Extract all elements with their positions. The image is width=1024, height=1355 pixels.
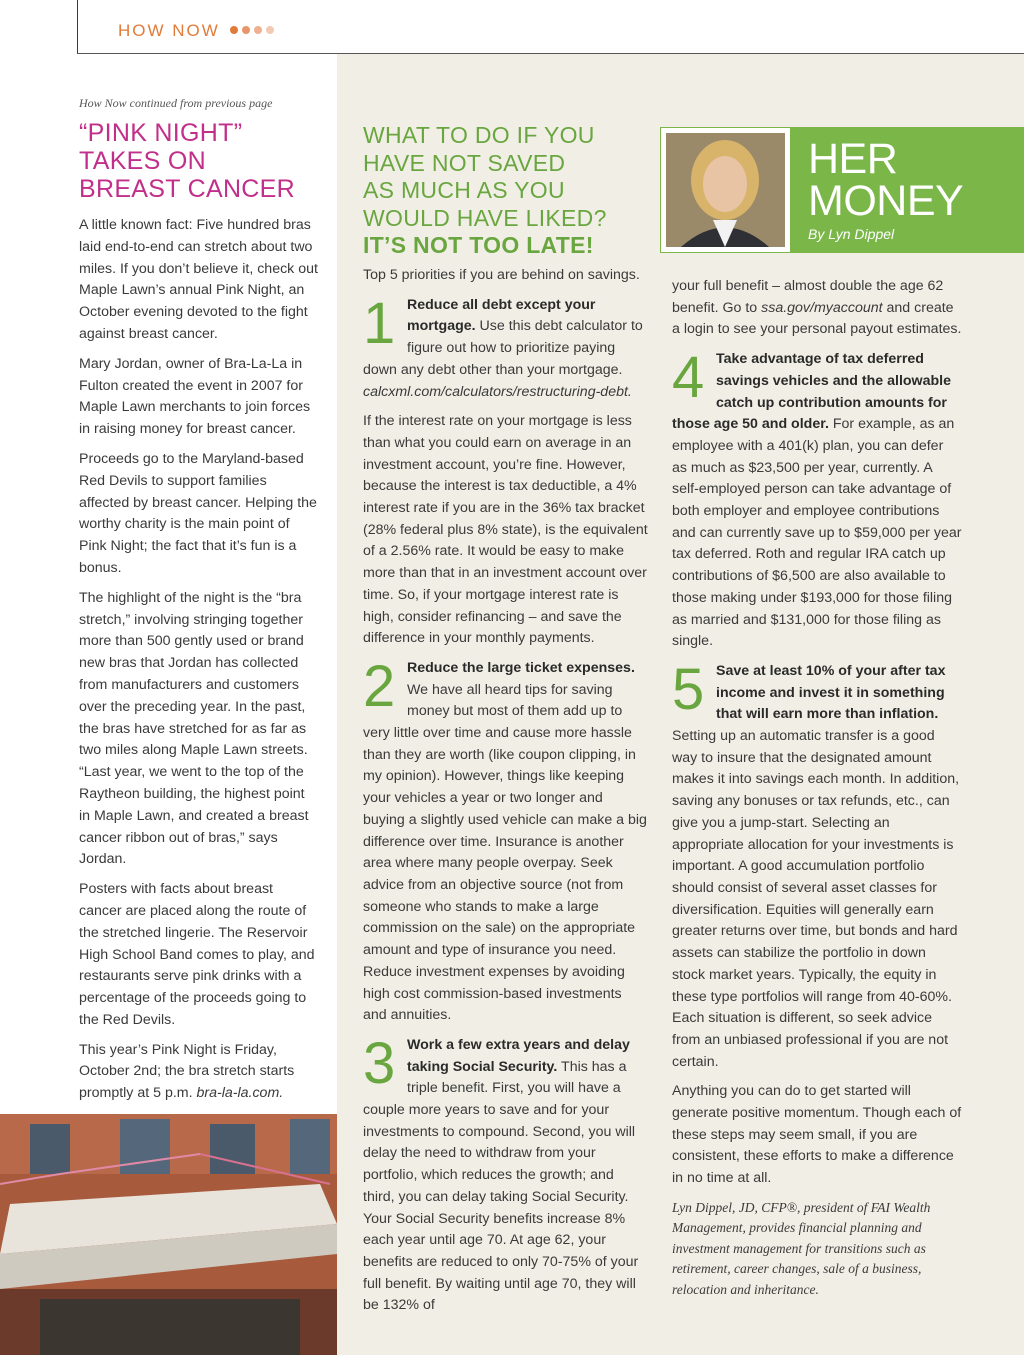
- building-photo: [0, 1114, 337, 1355]
- item-number: 5: [672, 656, 705, 722]
- savings-title: [363, 122, 648, 232]
- paragraph-text: and create a login to see your personal payout estimates.: [672, 299, 962, 338]
- dot-2: [242, 26, 250, 34]
- paragraph: Posters with facts about breast cancer are placed along the route of the stretched lingerie. The Reservoir High School Band comes to play, and restaurants serve pink drinks with a percentage of the proceeds going to the Red Devils.: [79, 881, 315, 1028]
- title-line: TAKES ON: [79, 147, 206, 175]
- section-label: HOW NOW: [118, 21, 220, 40]
- priority-item-2: [363, 653, 648, 1027]
- ssa-link[interactable]: ssa.gov/myaccount: [761, 299, 883, 316]
- column-title-line1: HER: [808, 135, 898, 183]
- intro-text: Top 5 priorities if you are behind on savings.: [363, 267, 640, 283]
- item-lead: Reduce all debt except your mortgage.: [407, 296, 596, 335]
- website-link[interactable]: bra-la-la.com.: [196, 1085, 284, 1102]
- dot-4: [266, 26, 274, 34]
- title-line: WHAT TO DO IF YOU: [363, 122, 595, 148]
- paragraph-text: This year’s Pink Night is Friday, October 2nd; the bra stretch starts promptly at 5 p.m.: [79, 1041, 295, 1102]
- item-lead: Take advantage of tax deferred savings vehicles and the allowable catch up contribution amounts for those age 50 and older.: [672, 351, 951, 433]
- column-title-line2: MONEY: [808, 177, 964, 225]
- savings-article: [363, 122, 648, 1325]
- author-portrait: [660, 127, 791, 253]
- savings-article-continued: [672, 276, 962, 1300]
- paragraph-text: your full benefit – almost double the age 62 benefit. Go to: [672, 278, 944, 316]
- item-text: [672, 656, 962, 1073]
- building-illustration: [0, 1114, 337, 1355]
- item-number: 4: [672, 345, 705, 411]
- priority-item-4: [672, 345, 962, 653]
- header-vertical-rule: [77, 0, 78, 54]
- priority-item-3: [363, 1030, 648, 1317]
- item-body: Setting up an automatic transfer is a good way to insure that the designated amount makes it into savings each month. In addition, saving any bonuses or tax refunds, etc., can give you a jump-start. Selecting an appropriate allocation for your investments is important. A good accumulation portfolio should consist of several asset classes for diversification. Equities will generally earn greater returns over time, but bonds and hard assets can stabilize the portfolio in down stock market years. Typically, the equity in these type portfolios will range from 40-60%. Each situation is different, so seek advice from an unbiased professional if you are not certain.: [672, 728, 960, 1070]
- priority-item-5: [672, 656, 962, 1073]
- paragraph: Proceeds go to the Maryland-based Red Devils to support families affected by breast cancer. Helping the worthy charity is the main point of Pink Night; the fact that it’s fun is a bonus.: [79, 450, 317, 576]
- author-bio: Lyn Dippel, JD, CFP®, president of FAI Wealth Management, provides financial planning and investment management for transitions such as retirement, career changes, sale of a business, relocation and inheritance.: [672, 1199, 931, 1297]
- column-title: [808, 135, 964, 225]
- title-line: BREAST CANCER: [79, 175, 295, 203]
- item-number: 2: [363, 653, 396, 719]
- dot-3: [254, 26, 262, 34]
- paragraph: The highlight of the night is the “bra stretch,” involving stringing together more than 500 gently used or brand new bras that Jordan has collected from manufacturers and customers over the preceding year. In the past, the bras have stretched for as far as two miles along Maple Lawn streets. “Last year, we went to the top of the Raytheon building, the highest point in Maple Lawn, and created a breast cancer ribbon out of bras,” says Jordan.: [79, 589, 309, 868]
- item-number: 3: [363, 1030, 396, 1096]
- continued-note: How Now continued from previous page: [79, 96, 273, 110]
- paragraph: [79, 1040, 319, 1105]
- title-line: WOULD HAVE LIKED?: [363, 204, 607, 231]
- page-header: [0, 0, 1024, 54]
- dot-1: [230, 26, 238, 34]
- item-text: [363, 653, 648, 1027]
- section-dots: [230, 26, 274, 34]
- closing-paragraph: Anything you can do to get started will generate positive momentum. Though each of these steps may seem small, if you are consistent, these efforts to make a difference in no time at all.: [672, 1083, 962, 1187]
- calculator-link[interactable]: calcxml.com/calculators/restructuring-debt.: [363, 383, 632, 400]
- title-line: AS MUCH AS YOU: [363, 177, 565, 203]
- item-lead: Save at least 10% of your after tax income and invest it in something that will earn more than inflation.: [716, 662, 946, 723]
- paragraph: If the interest rate on your mortgage is less than what you could earn on average in an investment account, you’re fine. However, because the interest is tax deductible, a 4% interest rate if you are in the 36% tax bracket (28% federal plus 8% state), is the equivalent of a 2.56% rate. It would be easy to make more than that in an investment account over time. So, if your mortgage interest rate is high, consider refinancing – and save the difference in your monthly payments.: [363, 413, 648, 647]
- item-text: [672, 345, 962, 653]
- item-lead: Work a few extra years and delay taking Social Security.: [407, 1036, 630, 1075]
- title-line: “PINK NIGHT”: [79, 119, 243, 147]
- savings-subtitle: IT’S NOT TOO LATE!: [363, 232, 594, 258]
- priority-item-1: [363, 290, 648, 404]
- paragraph: A little known fact: Five hundred bras laid end-to-end can stretch about two miles. If you don’t believe it, check out Maple Lawn’s annual Pink Night, an October evening devoted to the fight against breast cancer.: [79, 217, 318, 342]
- title-line: HAVE NOT SAVED: [363, 149, 566, 176]
- item-body: This has a triple benefit. First, you will have a couple more years to save and for your investments to compound. Second, you will delay the need to withdraw from your portfolio, which reduces the growth; and third, you can delay taking Social Security. Your Social Security benefits increase 8% each year until age 70. At age 62, your benefits are reduced to only 70-75% of your full benefit. By waiting until age 70, they will be 132% of: [363, 1058, 639, 1314]
- item-number: 1: [363, 290, 396, 356]
- paragraph: Mary Jordan, owner of Bra-La-La in Fulton created the event in 2007 for Maple Lawn merchants to join forces in raising money for breast cancer.: [79, 355, 311, 438]
- pink-night-article: [79, 96, 319, 1113]
- item-body: Use this debt calculator to figure out how to prioritize paying down any debt other than your mortgage.: [363, 318, 643, 378]
- item-body: For example, as an employee with a 401(k) plan, you can defer as much as $23,500 per year, currently. A self-employed person can take advantage of both employer and employee contributions and can currently save up to $59,000 per year tax deferred. Roth and regular IRA catch up contributions of $6,500 are also available to those making under $193,000 for those filing as married and $131,000 for those filing as single.: [672, 416, 962, 650]
- item-lead: Reduce the large ticket expenses.: [407, 659, 635, 676]
- portrait-illustration: [661, 128, 790, 252]
- paragraph: [672, 276, 962, 341]
- article-title: [79, 119, 319, 203]
- byline: By Lyn Dippel: [808, 226, 895, 242]
- item-body: We have all heard tips for saving money but most of them add up to very little over time and cause more hassle than they are worth (like coupon clipping, in my opinion). However, things like keeping your vehicles a year or two longer and buying a slightly used vehicle can make a big difference over time. Insurance is another area where many people overpay. Seek advice from an objective source (not from someone who stands to make a large commission on the sale) on the appropriate amount and type of insurance you need. Reduce investment expenses by avoiding high cost commission-based investments and annuities.: [363, 681, 647, 1024]
